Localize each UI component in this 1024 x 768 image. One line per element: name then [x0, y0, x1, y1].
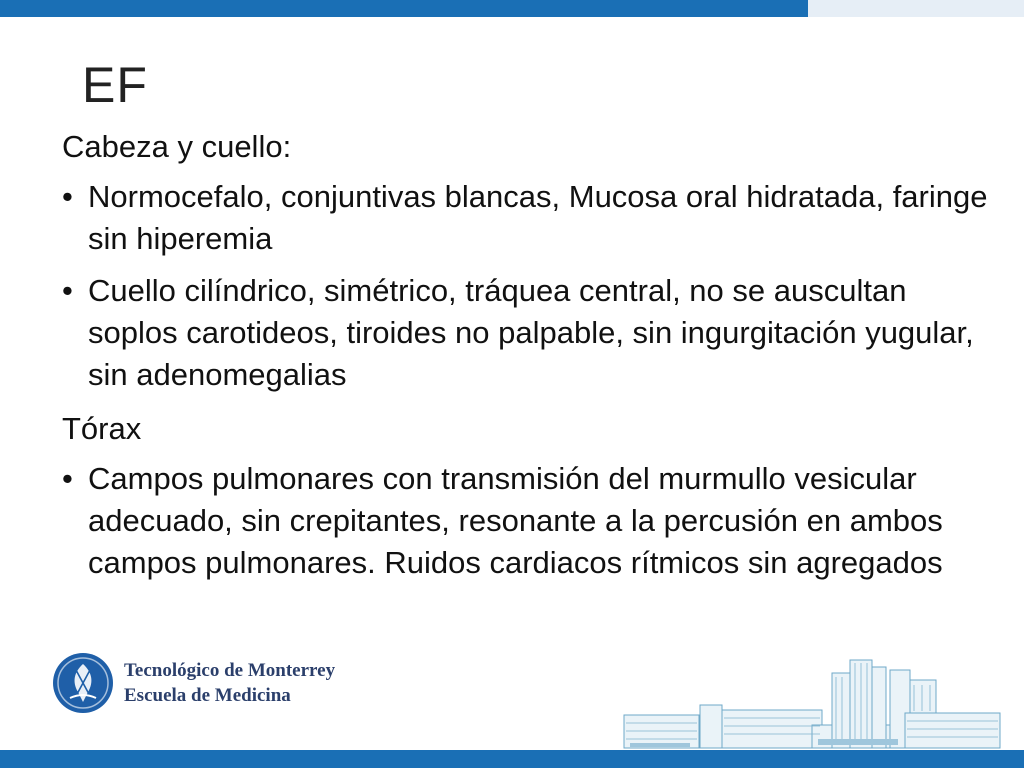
list-item	[62, 176, 992, 260]
bottom-accent-bar	[0, 750, 1024, 768]
bullet-text: Cuello cilíndrico, simétrico, tráquea central, no se auscultan soplos carotideos, tiroides no palpable, sin ingurgitación yugular, sin adenomegalias	[88, 273, 974, 392]
bullet-list-torax	[62, 458, 992, 584]
bullet-text: Normocefalo, conjuntivas blancas, Mucosa oral hidratada, faringe sin hiperemia	[88, 179, 988, 256]
list-item	[62, 458, 992, 584]
institution-logo	[52, 652, 372, 716]
bullet-icon: •	[62, 461, 73, 496]
hospital-buildings-illustration	[600, 655, 1024, 750]
list-item	[62, 270, 992, 396]
logo-text-line1: Tecnológico de Monterrey	[124, 660, 336, 681]
section-heading-cabeza: Cabeza y cuello:	[62, 129, 292, 164]
bullet-icon: •	[62, 273, 73, 308]
logo-text-line2: Escuela de Medicina	[124, 685, 291, 706]
top-accent-bar	[0, 0, 808, 17]
bullet-icon: •	[62, 179, 73, 214]
top-accent-bar-end	[808, 0, 1024, 17]
institution-seal-icon	[52, 652, 114, 714]
bullet-list-cabeza	[62, 176, 992, 396]
slide-body	[62, 126, 992, 594]
section-heading-torax: Tórax	[62, 411, 142, 446]
slide-title: EF	[82, 57, 148, 113]
bullet-text: Campos pulmonares con transmisión del murmullo vesicular adecuado, sin crepitantes, resonante a la percusión en ambos campos pulmonares. Ruidos cardiacos rítmicos sin agregados	[88, 461, 943, 580]
